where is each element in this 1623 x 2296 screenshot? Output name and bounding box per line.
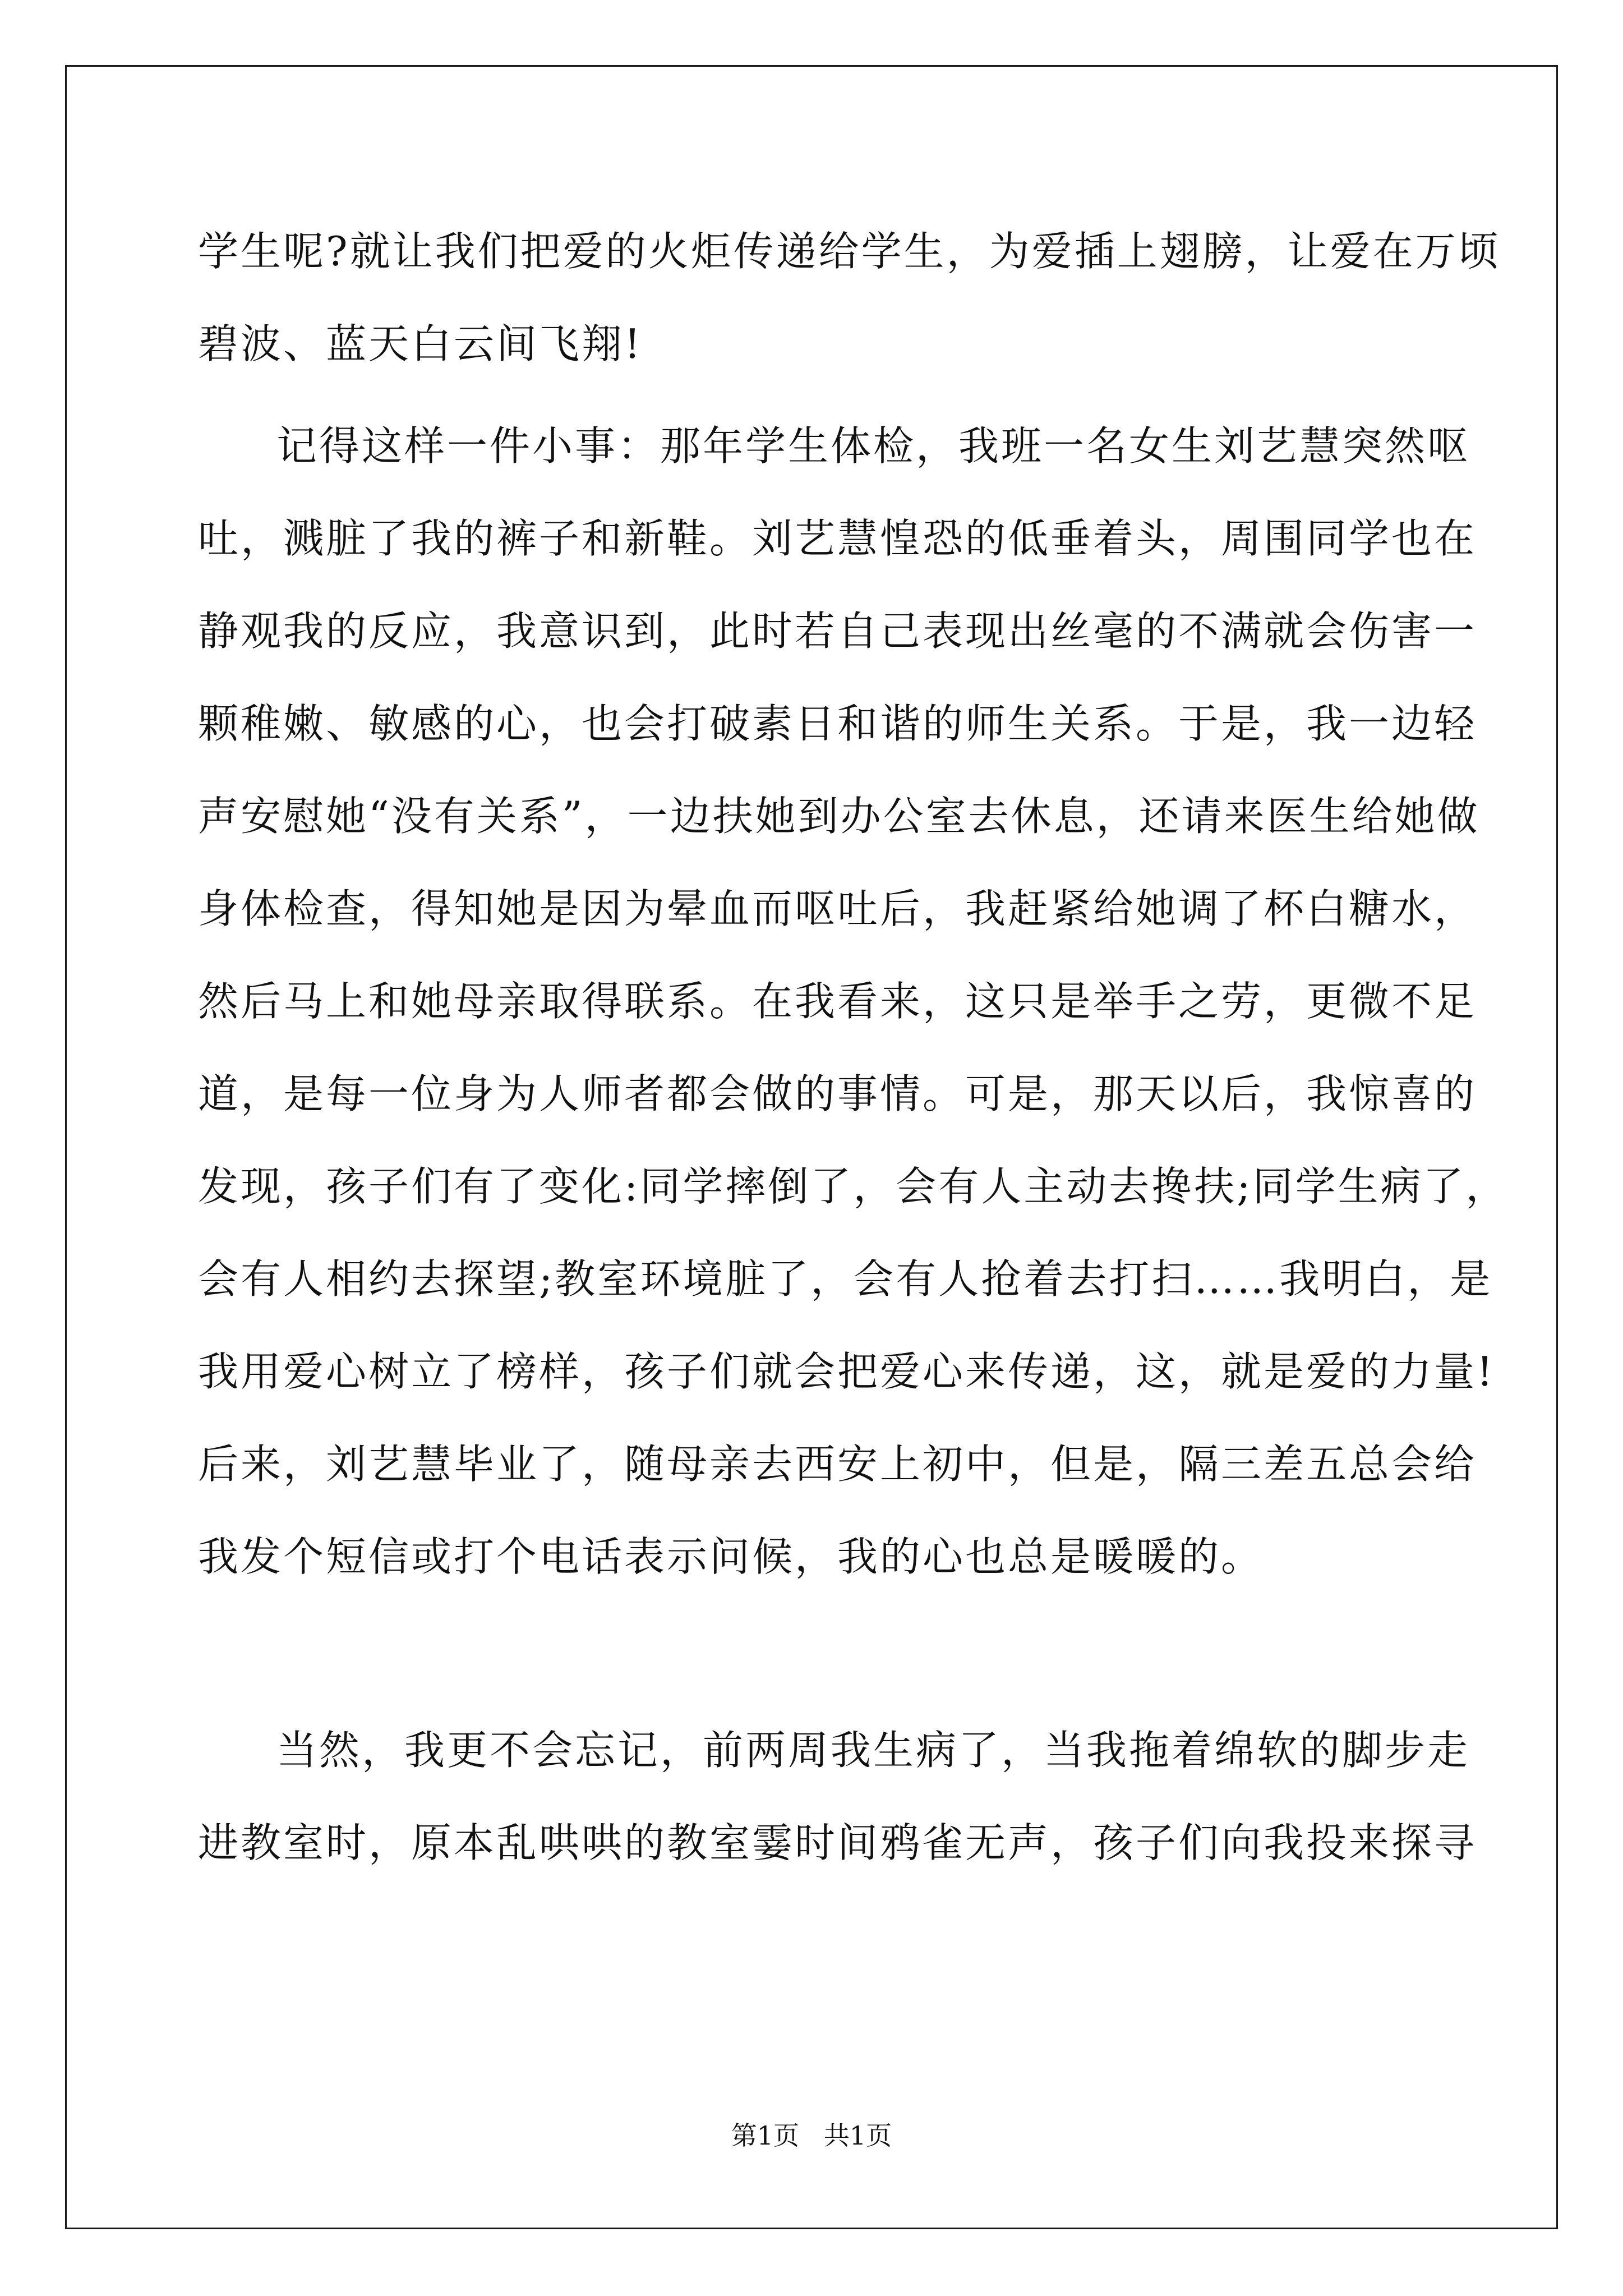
paragraph-line: 我用爱心树立了榜样，孩子们就会把爱心来传递，这，就是爱的力量! — [198, 1348, 1495, 1395]
paragraph-line: 声安慰她“没有关系”，一边扶她到办公室去休息，还请来医生给她做 — [198, 793, 1480, 840]
paragraph-line: 静观我的反应，我意识到，此时若自己表现出丝毫的不满就会伤害一 — [198, 608, 1477, 655]
paragraph-line: 颗稚嫩、敏感的心，也会打破素日和谐的师生关系。于是，我一边轻 — [198, 700, 1477, 747]
paragraph-line — [198, 1621, 1432, 1677]
paragraph-line: 进教室时，原本乱哄哄的教室霎时间鸦雀无声，孩子们向我投来探寻 — [198, 1819, 1477, 1866]
paragraph-line: 吐，溅脏了我的裤子和新鞋。刘艺慧惶恐的低垂着头，周围同学也在 — [198, 515, 1477, 562]
paragraph-line: 学生呢?就让我们把爱的火炬传递给学生，为爱插上翅膀，让爱在万顷 — [198, 228, 1501, 275]
paragraph-line: 然后马上和她母亲取得联系。在我看来，这只是举手之劳，更微不足 — [198, 978, 1477, 1025]
paragraph-line: 碧波、蓝天白云间飞翔! — [198, 320, 643, 367]
page-border — [65, 65, 1558, 2229]
paragraph-line: 发现，孩子们有了变化:同学摔倒了，会有人主动去搀扶;同学生病了， — [198, 1163, 1509, 1210]
paragraph-line: 身体检查，得知她是因为晕血而呕吐后，我赶紧给她调了杯白糖水， — [198, 885, 1477, 932]
paragraph-line: 后来，刘艺慧毕业了，随母亲去西安上初中，但是，隔三差五总会给 — [198, 1441, 1477, 1488]
page-number-footer: 第1页 共1页 — [731, 2120, 892, 2151]
paragraph-line: 我发个短信或打个电话表示问候，我的心也总是暖暖的。 — [198, 1533, 1264, 1580]
paragraph-line: 记得这样一件小事：那年学生体检，我班一名女生刘艺慧突然呕 — [276, 422, 1470, 470]
paragraph-line: 道，是每一位身为人师者都会做的事情。可是，那天以后，我惊喜的 — [198, 1070, 1477, 1117]
paragraph-line: 当然，我更不会忘记，前两周我生病了，当我拖着绵软的脚步走 — [276, 1727, 1470, 1774]
paragraph-line: 会有人相约去探望;教室环境脏了，会有人抢着去打扫……我明白，是 — [198, 1255, 1493, 1303]
